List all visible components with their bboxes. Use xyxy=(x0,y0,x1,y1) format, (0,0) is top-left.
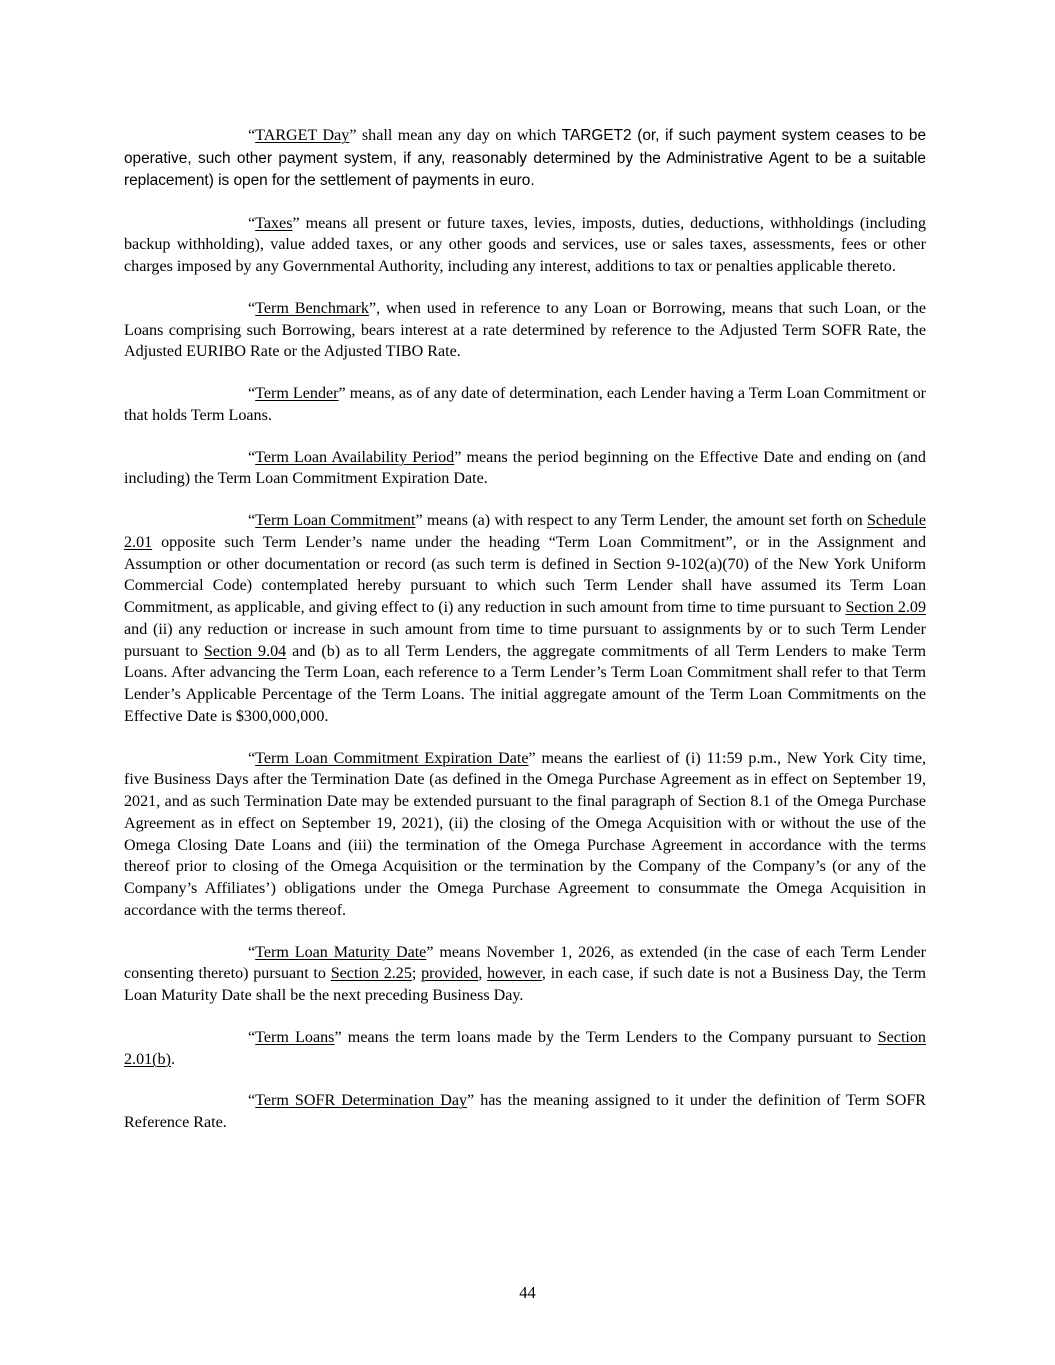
paragraph-text: ” shall mean any day on which xyxy=(349,127,562,144)
definition-term-loan-availability-period xyxy=(124,447,926,491)
paragraph-text: “ xyxy=(248,214,256,232)
defined-term-underlined: Term Benchmark xyxy=(255,299,369,317)
definition-term-loans xyxy=(124,1027,926,1071)
definition-term-loan-commitment-expiration-date xyxy=(124,748,926,922)
paragraph-text: “ xyxy=(248,448,256,466)
defined-term-underlined: Taxes xyxy=(255,214,293,232)
paragraph-text: “ xyxy=(248,943,256,961)
page-number: 44 xyxy=(519,1283,536,1302)
paragraph-text: “ xyxy=(248,1092,256,1110)
paragraph-text: “ xyxy=(248,127,256,144)
paragraph-text: ” means, as of any date of determination, each Lender having a Term Loan Commitment or that holds Term Loans. xyxy=(124,385,927,424)
paragraph-text: and (ii) any reduction or increase in such amount from time to time pursuant to assignments by or to such Term Lender pursuant to xyxy=(124,620,926,660)
paragraph-text: “ xyxy=(248,1028,256,1046)
defined-term-underlined: TARGET Day xyxy=(255,127,350,144)
definition-term-sofr-determination-day xyxy=(124,1090,926,1134)
defined-term-underlined: Term SOFR Determination Day xyxy=(255,1092,468,1110)
defined-term-underlined: provided xyxy=(421,965,479,983)
defined-term-underlined: Section 2.25 xyxy=(330,965,412,983)
definition-term-benchmark xyxy=(124,298,926,363)
defined-term-underlined: Section 9.04 xyxy=(203,642,287,660)
definition-term-lender xyxy=(124,383,926,427)
paragraph-text: ” has the meaning assigned to it under the definition of Term SOFR Reference Rate. xyxy=(124,1092,927,1131)
paragraph-text: ” means November 1, 2026, as extended (in the case of each Term Lender consenting thereto) pursuant to xyxy=(124,943,926,983)
paragraph-text: “ xyxy=(248,512,256,529)
defined-term-underlined: however xyxy=(487,965,542,983)
paragraph-text: ; xyxy=(411,965,422,983)
paragraph-text: ” means the period beginning on the Effective Date and ending on (and including) the Term Loan Commitment Expiration Date. xyxy=(124,448,926,488)
paragraph-text: opposite such Term Lender’s name under the heading “Term Loan Commitment”, or in the Assignment and Assumption or other documentation or record (as such term is defined in Section 9-102(a)(70) of the New York Uniform Commercial Code) contemplated hereby pursuant to which such Term Lender shall have assumed its Term Loan Commitment, as applicable, and giving effect to (i) any reduction in such amount from time to time pursuant to xyxy=(124,533,926,616)
definition-target-day xyxy=(124,125,926,193)
defined-term-underlined: Term Loan Maturity Date xyxy=(255,943,427,961)
paragraph-text: ”, when used in reference to any Loan or Borrowing, means that such Loan, or the Loans comprising such Borrowing, bears interest at a rate determined by reference to the Adjusted Term SOFR Rate, the Adjusted EURIBO Rate or the Adjusted TIBO Rate. xyxy=(124,299,926,361)
defined-term-underlined: Section 2.01(b) xyxy=(124,1028,926,1068)
paragraph-text: “ xyxy=(248,299,256,317)
paragraph-text: ” means the earliest of (i) 11:59 p.m., New York City time, five Business Days after the Termination Date (as defined in the Omega Purchase Agreement as in effect on September 19, 2021, and as such Termination Date may be extended pursuant to the final paragraph of Section 8.1 of the Omega Purchase Agreement as in effect on September 19, 2021), (ii) the closing of the Omega Acquisition with or without the use of the Omega Closing Date Loans and (iii) the termination of the Omega Purchase Agreement in accordance with the terms thereof prior to closing of the Omega Acquisition or the termination by the Company of the Company’s (or any of the Company’s Affiliates’) obligations under the Omega Purchase Agreement to consummate the Omega Acquisition in accordance with the terms thereof. xyxy=(124,749,926,919)
paragraph-text: TARGET2 (or, if such payment system ceases to be operative, such other payment system, if any, reasonably determined by the Administrative Agent to be a suitable replacement) is open for the settlement of payments in euro. xyxy=(124,127,926,189)
paragraph-text: , xyxy=(478,965,488,983)
definition-taxes xyxy=(124,213,926,278)
defined-term-underlined: Section 2.09 xyxy=(845,599,926,616)
defined-term-underlined: Schedule 2.01 xyxy=(124,512,926,551)
paragraph-text: , in each case, if such date is not a Business Day, the Term Loan Maturity Date shall be the next preceding Business Day. xyxy=(124,965,926,1004)
defined-term-underlined: Term Loans xyxy=(255,1028,335,1046)
defined-term-underlined: Term Lender xyxy=(255,385,339,402)
defined-term-underlined: Term Loan Commitment xyxy=(255,512,416,529)
paragraph-text: and (b) as to all Term Lenders, the aggregate commitments of all Term Lenders to make Term Loans. After advancing the Term Loan, each reference to a Term Lender’s Term Loan Commitment shall refer to that Term Lender’s Applicable Percentage of the Term Loans. The initial aggregate amount of the Term Loan Commitments on the Effective Date is $300,000,000. xyxy=(124,642,926,725)
paragraph-text: “ xyxy=(248,385,256,402)
definition-term-loan-commitment xyxy=(124,510,926,728)
paragraph-text: ” means all present or future taxes, levies, imposts, duties, deductions, withholdings (including backup withholding), value added taxes, or any other goods and services, use or sales taxes, assessments, fees or other charges imposed by any Governmental Authority, including any interest, additions to tax or penalties applicable thereto. xyxy=(124,214,926,275)
paragraph-text: ” means the term loans made by the Term Lenders to the Company pursuant to xyxy=(334,1028,878,1046)
defined-term-underlined: Term Loan Commitment Expiration Date xyxy=(255,749,529,767)
definition-term-loan-maturity-date xyxy=(124,942,926,1007)
paragraph-text: “ xyxy=(248,749,256,767)
defined-term-underlined: Term Loan Availability Period xyxy=(255,448,455,466)
document-body xyxy=(124,125,926,1154)
paragraph-text: ” means (a) with respect to any Term Lender, the amount set forth on xyxy=(415,512,867,529)
paragraph-text: . xyxy=(170,1050,175,1068)
